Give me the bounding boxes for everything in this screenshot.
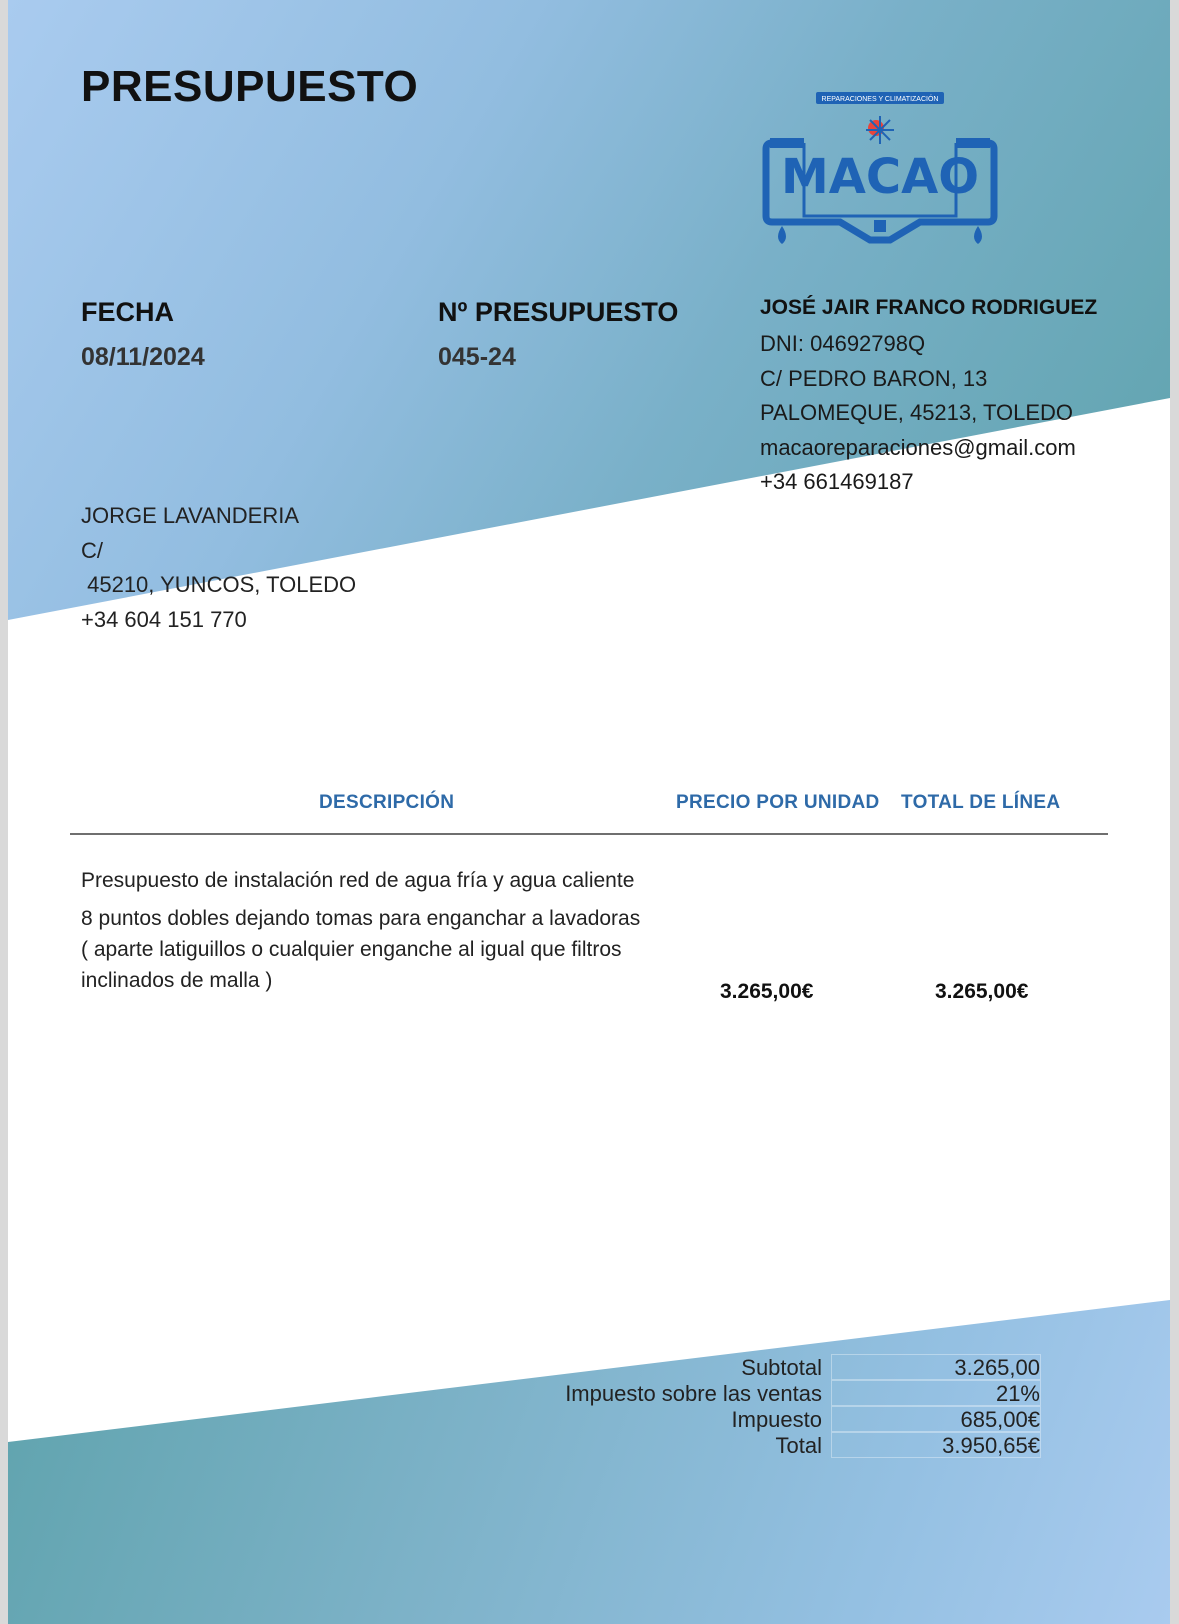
client-city: 45210, YUNCOS, TOLEDO [81,572,357,597]
total-value: 3.950,65€ [942,1433,1040,1458]
description-line: 8 puntos dobles dejando tomas para enganchar a lavadoras [81,907,641,930]
fecha-label: FECHA [81,297,174,327]
company-city: PALOMEQUE, 45213, TOLEDO [760,400,1074,425]
table-header-rule [70,833,1108,835]
company-dni: DNI: 04692798Q [760,331,926,356]
unit-price-value: 3.265,00€ [720,980,814,1003]
subtotal-value: 3.265,00 [954,1355,1040,1380]
company-email: macaoreparaciones@gmail.com [760,435,1076,460]
document-title: PRESUPUESTO [81,62,419,111]
footer-background [8,1300,1170,1624]
total-label: Total [775,1433,822,1458]
column-header-description: DESCRIPCIÓN [319,792,455,813]
logo-name: MACAO [780,149,980,205]
client-street: C/ [81,538,103,563]
tax-label: Impuesto [731,1407,822,1432]
description-line: Presupuesto de instalación red de agua fría y agua caliente [81,869,635,892]
tax-rate-label: Impuesto sobre las ventas [565,1381,822,1406]
column-header-line-total: TOTAL DE LÍNEA [901,792,1061,813]
presupuesto-number-label: Nº PRESUPUESTO [438,297,679,327]
fecha-value: 08/11/2024 [81,343,205,371]
description-line: inclinados de malla ) [81,969,273,992]
tax-rate-value: 21% [995,1381,1040,1406]
description-line: ( aparte latiguillos o cualquier enganche al igual que filtros [81,938,622,961]
macao-logo-graphic [760,88,1000,263]
presupuesto-number-value: 045-24 [438,343,516,371]
line-total-value: 3.265,00€ [935,980,1029,1003]
client-phone: +34 604 151 770 [81,607,247,632]
client-name: JORGE LAVANDERIA [81,503,300,528]
invoice-page [8,0,1170,1624]
column-header-unit-price: PRECIO POR UNIDAD [676,792,880,813]
company-name: JOSÉ JAIR FRANCO RODRIGUEZ [760,296,1098,319]
subtotal-label: Subtotal [741,1355,822,1380]
company-street: C/ PEDRO BARON, 13 [760,366,988,391]
tax-value: 685,00€ [960,1407,1040,1432]
logo-tagline: REPARACIONES Y CLIMATIZACIÓN [821,96,939,103]
company-logo [760,88,1000,268]
company-phone: +34 661469187 [760,469,914,494]
